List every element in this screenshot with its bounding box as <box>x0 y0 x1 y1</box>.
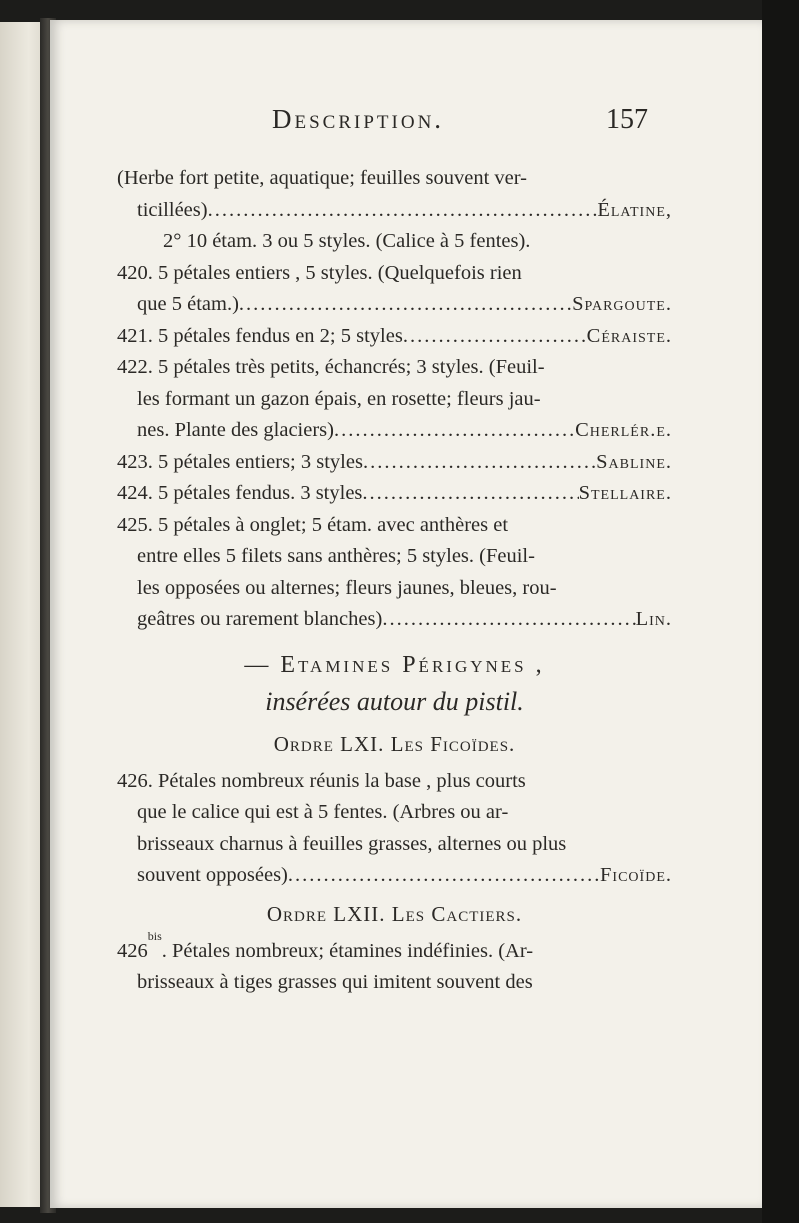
text-line: 426 bis . Pétales nombreux; étamines indéfinies. (Ar- <box>117 928 534 962</box>
text-line: les opposées ou alternes; fleurs jaunes, bleues, rou- <box>137 576 557 599</box>
text-line: 425. 5 pétales à onglet; 5 étam. avec anthères et <box>117 513 509 536</box>
text-line: 420. 5 pétales entiers , 5 styles. (Quelquefois rien <box>117 261 522 284</box>
text-line: brisseaux charnus à feuilles grasses, alternes ou plus <box>137 832 567 855</box>
section-subheading: insérées autour du pistil. <box>265 686 524 716</box>
page-header <box>50 104 762 144</box>
text-line: 2° 10 étam. 3 ou 5 styles. (Calice à 5 fentes). <box>163 230 531 252</box>
text-line: 424. 5 pétales fendus. 3 styles ..... Stellaire. <box>117 478 672 510</box>
text-line: brisseaux à tiges grasses qui imitent souvent des <box>137 971 533 993</box>
text-line: 426. Pétales nombreux réunis la base , plus courts <box>117 769 526 792</box>
main-text <box>117 163 672 999</box>
text-line: 423. 5 pétales entiers; 3 styles ..... Sabline. <box>117 447 672 479</box>
section-heading: — Etamines Périgynes , <box>244 651 545 678</box>
order-heading: Ordre LXII. Les Cactiers. <box>266 901 523 926</box>
text-line: 421. 5 pétales fendus en 2; 5 styles ..... Céraiste. <box>117 321 672 353</box>
text-line: que le calice qui est à 5 fentes. (Arbres ou ar- <box>137 801 509 823</box>
text-line: que 5 étam.) ..... Spargoute. <box>117 289 672 321</box>
text-line: ticillées) ..... Élatine, <box>117 195 672 227</box>
text-line: 422. 5 pétales très petits, échancrés; 3 styles. (Feuil- <box>117 356 545 378</box>
text-line: nes. Plante des glaciers) ..... Cherlér.e. <box>117 415 672 447</box>
book-page <box>50 20 762 1208</box>
right-background <box>762 0 799 1223</box>
running-head: Description. <box>272 104 445 134</box>
text-line: les formant un gazon épais, en rosette; fleurs jau- <box>137 387 541 410</box>
text-line: entre elles 5 filets sans anthères; 5 styles. (Feuil- <box>137 545 535 567</box>
text-line: (Herbe fort petite, aquatique; feuilles souvent ver- <box>117 167 527 189</box>
text-line: souvent opposées) ..... Ficoïde. <box>117 860 672 892</box>
order-heading: Ordre LXI. Les Ficoïdes. <box>273 731 516 756</box>
page-number: 157 <box>606 104 648 135</box>
text-line: geâtres ou rarement blanches) ..... Lin. <box>117 604 672 636</box>
